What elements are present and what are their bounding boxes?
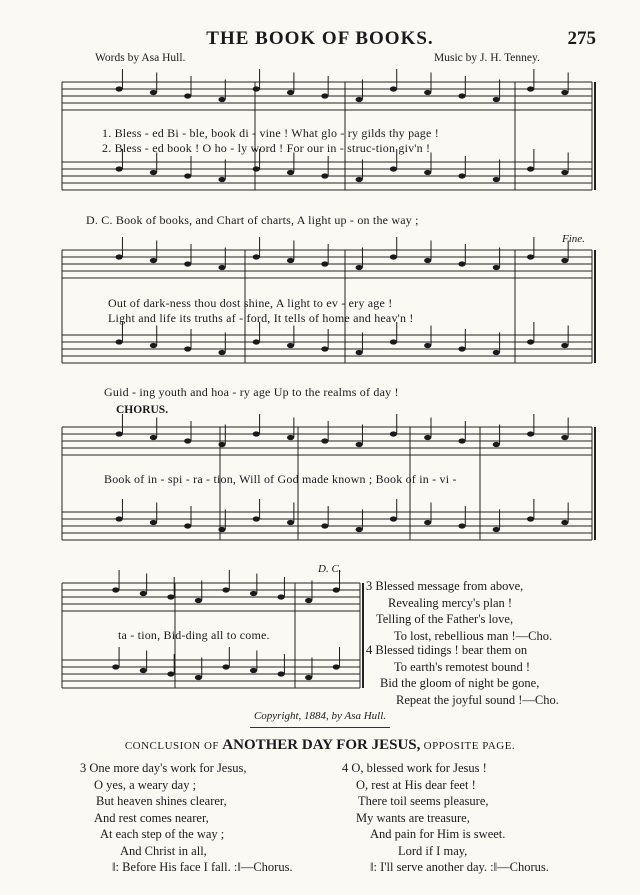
stanza-line: 3 One more day's work for Jesus, (80, 761, 247, 775)
note-head (184, 346, 191, 351)
note-head (390, 339, 397, 344)
note-head (321, 93, 328, 98)
conclusion-heading (0, 737, 640, 754)
note-head (561, 343, 568, 348)
system2-line1: Out of dark-ness thou dost shine, A light to ev - ery age ! (108, 296, 393, 310)
fine-mark: Fine. (562, 233, 585, 245)
note-head (493, 265, 500, 270)
note-head (561, 258, 568, 263)
note-head (287, 435, 294, 440)
verse2-lyrics: 2. Bless - ed book ! O ho - ly word ! For our in - struc-tion giv'n ! (102, 141, 431, 155)
note-head (527, 516, 534, 521)
note-head (116, 516, 123, 521)
stanza-line: 4 Blessed tidings ! bear them on (366, 643, 528, 657)
stanza-line: At each step of the way ; (100, 827, 225, 841)
note-head (321, 346, 328, 351)
note-head (184, 438, 191, 443)
note-head (561, 170, 568, 175)
stanza-line: There toil seems pleasure, (358, 794, 489, 808)
conclusion-stanza-3 (80, 760, 293, 876)
note-head (222, 587, 229, 592)
note-head (253, 431, 260, 436)
stanza-line: Telling of the Father's love, (376, 612, 514, 626)
note-head (250, 668, 257, 673)
stanza-line: Repeat the joyful sound !—Cho. (396, 692, 559, 707)
conclusion-suffix: OPPOSITE PAGE. (423, 740, 516, 752)
stanza-line: And Christ in all, (120, 843, 207, 858)
note-head (112, 664, 119, 669)
note-head (458, 173, 465, 178)
note-head (527, 339, 534, 344)
system2-line3: Guid - ing youth and hoa - ry age Up to the realms of day ! (104, 385, 399, 399)
note-head (321, 438, 328, 443)
note-head (390, 516, 397, 521)
note-head (287, 90, 294, 95)
chorus-label: CHORUS. (116, 404, 169, 416)
note-head (458, 261, 465, 266)
note-head (250, 591, 257, 596)
verse1-lyrics: 1. Bless - ed Bi - ble, book di - vine ! What glo - ry gilds thy page ! (102, 126, 439, 140)
note-head (218, 265, 225, 270)
note-head (253, 166, 260, 171)
note-head (287, 258, 294, 263)
stanza-line: To lost, rebellious man !—Cho. (394, 628, 553, 643)
note-head (218, 350, 225, 355)
note-head (287, 343, 294, 348)
note-head (218, 527, 225, 532)
note-head (116, 166, 123, 171)
note-head (390, 254, 397, 259)
note-head (390, 166, 397, 171)
dc-lyrics: D. C. Book of books, and Chart of charts, A light up - on the way ; (86, 213, 419, 227)
note-head (150, 258, 157, 263)
note-head (287, 520, 294, 525)
stanza-4 (366, 642, 559, 708)
conclusion-stanza-4 (342, 760, 549, 876)
note-head (321, 523, 328, 528)
stanza-line: Revealing mercy's plan ! (388, 595, 513, 610)
note-head (253, 339, 260, 344)
stanza-line: O, rest at His dear feet ! (356, 777, 476, 792)
note-head (458, 438, 465, 443)
note-head (493, 442, 500, 447)
copyright: Copyright, 1884, by Asa Hull. (253, 710, 387, 722)
note-head (493, 350, 500, 355)
note-head (167, 671, 174, 676)
stanza-line: 4 O, blessed work for Jesus ! (342, 761, 487, 775)
note-head (333, 664, 340, 669)
note-head (195, 598, 202, 603)
stanza-line: But heaven shines clearer, (96, 794, 227, 808)
chorus-line1: Book of in - spi - ra - tion, Will of God made known ; Book of in - vi - (104, 472, 457, 486)
note-head (356, 442, 363, 447)
note-head (527, 431, 534, 436)
divider (250, 727, 390, 728)
note-head (458, 346, 465, 351)
note-head (150, 90, 157, 95)
note-head (116, 431, 123, 436)
stanza-line: And pain for Him is sweet. (370, 827, 506, 841)
stanza-line: Lord if I may, (398, 843, 468, 858)
note-head (150, 520, 157, 525)
note-head (527, 86, 534, 91)
stanza-line: To earth's remotest bound ! (394, 659, 531, 674)
note-head (116, 254, 123, 259)
note-head (287, 170, 294, 175)
note-head (253, 86, 260, 91)
stanza-line: ‖: Before His face I fall. :‖—Chorus. (112, 860, 293, 874)
note-head (116, 86, 123, 91)
stanza-line: 3 Blessed message from above, (366, 579, 524, 593)
note-head (278, 594, 285, 599)
music-credit: Music by J. H. Tenney. (434, 52, 540, 64)
note-head (424, 343, 431, 348)
stanza-line: And rest comes nearer, (94, 810, 209, 825)
note-head (184, 93, 191, 98)
page-title: THE BOOK OF BOOKS. (206, 28, 434, 49)
note-head (112, 587, 119, 592)
note-head (184, 173, 191, 178)
note-head (305, 675, 312, 680)
note-head (150, 343, 157, 348)
note-head (424, 258, 431, 263)
note-head (527, 254, 534, 259)
stanza-3 (366, 578, 552, 644)
note-head (458, 523, 465, 528)
note-head (390, 86, 397, 91)
note-head (321, 261, 328, 266)
note-head (356, 265, 363, 270)
note-head (222, 664, 229, 669)
note-head (195, 675, 202, 680)
note-head (218, 177, 225, 182)
stanza-line: My wants are treasure, (356, 810, 470, 825)
note-head (321, 173, 328, 178)
note-head (140, 591, 147, 596)
stanza-line: ‖: I'll serve another day. :‖—Chorus. (370, 860, 549, 874)
stanza-line: Bid the gloom of night be gone, (380, 676, 540, 690)
note-head (561, 90, 568, 95)
note-head (116, 339, 123, 344)
note-head (140, 668, 147, 673)
page-number: 275 (567, 28, 596, 49)
note-head (493, 177, 500, 182)
words-credit: Words by Asa Hull. (95, 52, 186, 64)
stanza-line: O yes, a weary day ; (94, 777, 197, 792)
dc-mark: D. C. (318, 563, 342, 575)
note-head (218, 442, 225, 447)
chorus-line2: ta - tion, Bid-ding all to come. (118, 628, 270, 642)
note-head (561, 520, 568, 525)
note-head (333, 587, 340, 592)
note-head (253, 254, 260, 259)
note-head (305, 598, 312, 603)
note-head (150, 435, 157, 440)
note-head (356, 177, 363, 182)
note-head (167, 594, 174, 599)
note-head (493, 527, 500, 532)
conclusion-prefix: CONCLUSION OF (124, 740, 220, 752)
note-head (184, 261, 191, 266)
note-head (561, 435, 568, 440)
note-head (424, 170, 431, 175)
note-head (390, 431, 397, 436)
note-head (184, 523, 191, 528)
system2-line2: Light and life its truths af - ford, It tells of home and heav'n ! (108, 311, 414, 325)
note-head (278, 671, 285, 676)
note-head (150, 170, 157, 175)
note-head (424, 435, 431, 440)
note-head (356, 527, 363, 532)
note-head (253, 516, 260, 521)
note-head (218, 97, 225, 102)
note-head (424, 90, 431, 95)
note-head (527, 166, 534, 171)
note-head (356, 97, 363, 102)
note-head (493, 97, 500, 102)
note-head (458, 93, 465, 98)
conclusion-title: ANOTHER DAY FOR JESUS, (222, 737, 421, 753)
note-head (356, 350, 363, 355)
note-head (424, 520, 431, 525)
